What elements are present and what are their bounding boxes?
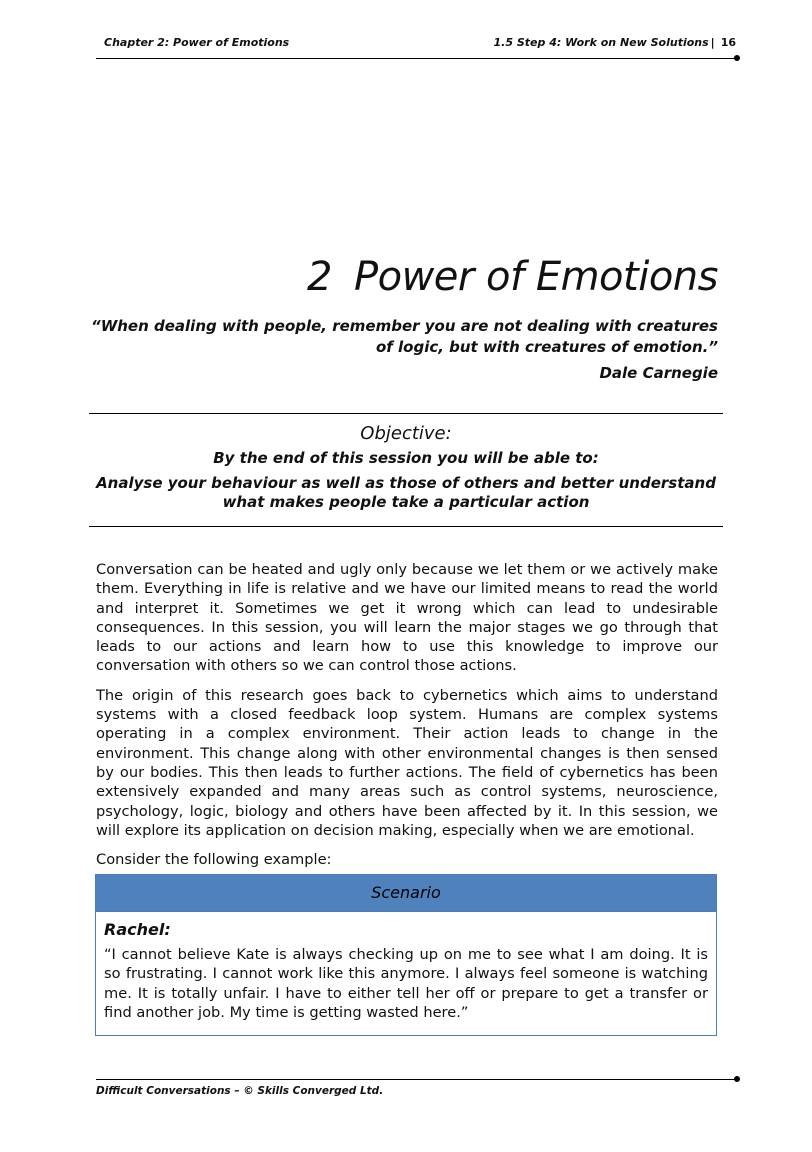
body-paragraph: The origin of this research goes back to cybernetics which aims to understand systems with a closed feedback loop system. Humans are complex systems operating in a complex environment. Their action leads to change in the environment. This change along with other environmental changes is then sensed by our bodies. This then leads to further actions. The field of cybernetics has been extensively expanded and many areas such as control systems, neuroscience, psychology, logic, biology and others have been affected by it. In this session, we will explore its application on decision making, especially when we are emotional.: [96, 686, 718, 839]
body-paragraph: Conversation can be heated and ugly only because we let them or we actively make them. Everything in life is relative and we have our limited means to read the world and interpret it. Sometimes we get it wrong which can lead to undesirable consequences. In this session, you will learn the major stages we go through that leads to our actions and learn how to use this knowledge to improve our conversation with others so we can control those actions.: [96, 561, 718, 675]
scenario-box: [95, 874, 717, 1036]
epigraph-quote: “When dealing with people, remember you are not dealing with creatures of logic, but with creatures of emotion.”: [91, 317, 718, 356]
scenario-text: “I cannot believe Kate is always checking up on me to see what I am doing. It is so frustrating. I cannot work like this anymore. I always feel someone is watching me. It is totally unfair. I have to either tell her off or prepare to get a transfer or find another job. My time is getting wasted here.”: [104, 946, 708, 1021]
objective-box: [89, 413, 723, 527]
chapter-title: [307, 254, 718, 300]
objective-title: Objective:: [360, 423, 452, 444]
header-section: [494, 36, 736, 49]
footer-rule: [96, 1079, 737, 1080]
body-text: [96, 560, 718, 879]
body-paragraph: Consider the following example:: [96, 851, 332, 869]
chapter-title-text: Power of Emotions: [353, 254, 718, 300]
header-section-title: 1.5 Step 4: Work on New Solutions: [493, 36, 709, 49]
footer-text: Difficult Conversations – © Skills Converged Ltd.: [96, 1085, 384, 1097]
header-chapter: Chapter 2: Power of Emotions: [104, 36, 290, 49]
page-number: 16: [720, 36, 736, 49]
objective-subtitle: By the end of this session you will be able to:: [213, 449, 599, 467]
header-rule: [96, 58, 737, 59]
scenario-speaker: Rachel:: [104, 920, 171, 939]
epigraph-author: Dale Carnegie: [599, 364, 718, 382]
objective-text: Analyse your behaviour as well as those of others and better understand what makes people take a particular action: [96, 474, 716, 511]
scenario-header: Scenario: [96, 875, 716, 912]
chapter-number: 2: [307, 254, 332, 300]
footer-rule-dot: [734, 1076, 740, 1082]
header-separator: |: [710, 36, 715, 49]
header-rule-dot: [734, 55, 740, 61]
